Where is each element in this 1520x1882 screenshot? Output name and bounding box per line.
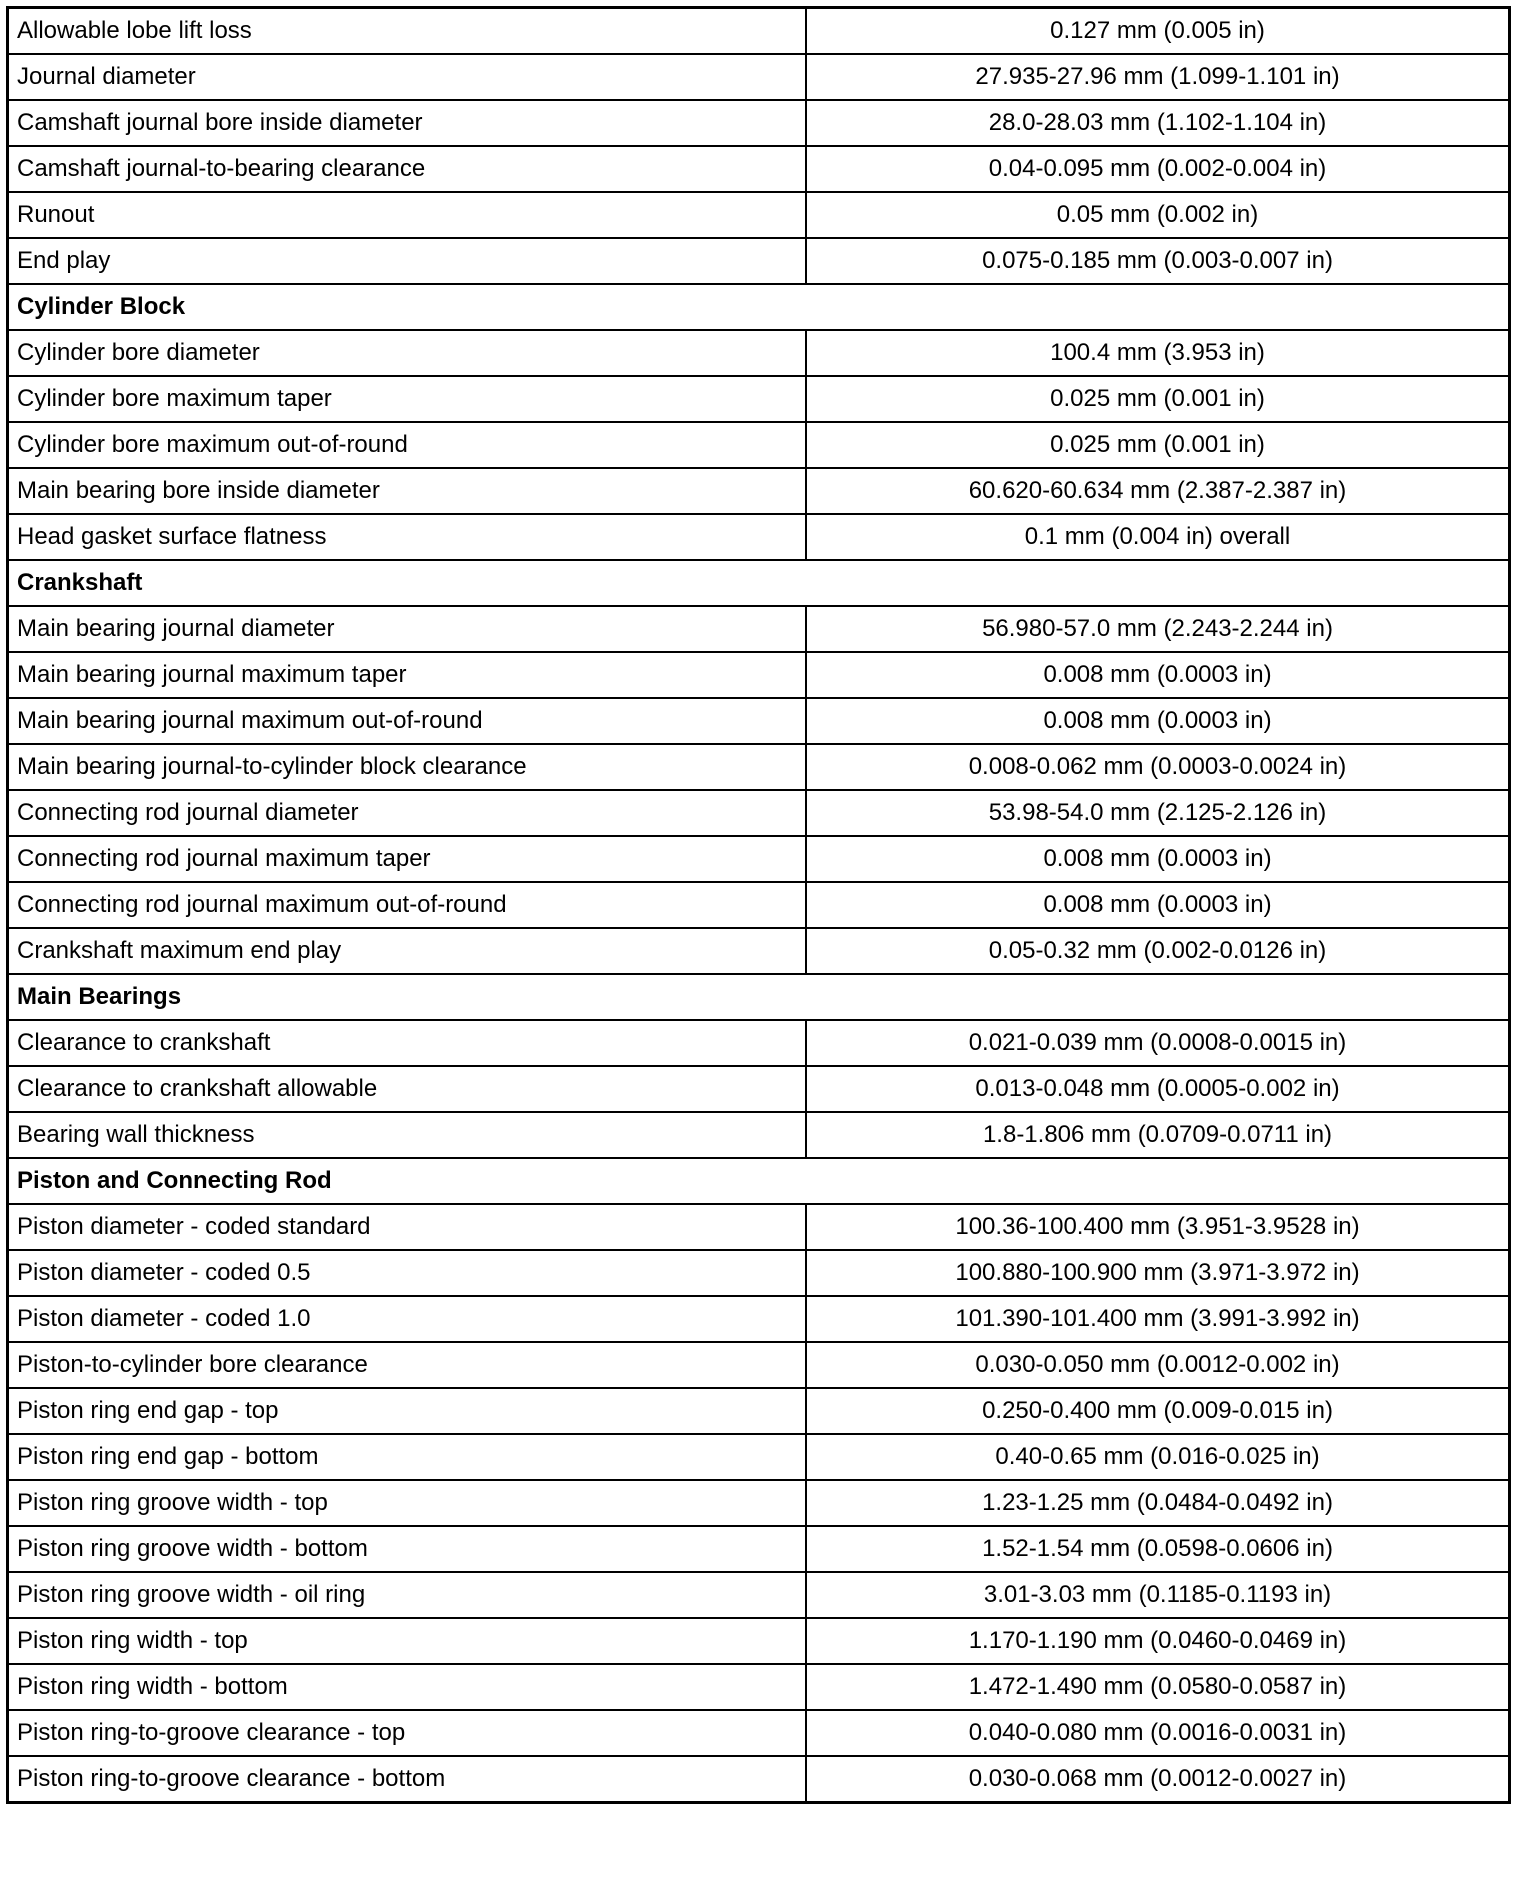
spec-label: Piston ring groove width - oil ring: [8, 1572, 807, 1618]
spec-value: 0.025 mm (0.001 in): [806, 422, 1510, 468]
table-row: [8, 1020, 1510, 1066]
spec-value: 0.008 mm (0.0003 in): [806, 698, 1510, 744]
section-title: Main Bearings: [8, 974, 1510, 1020]
table-row: [8, 1066, 1510, 1112]
spec-value: 0.040-0.080 mm (0.0016-0.0031 in): [806, 1710, 1510, 1756]
spec-value: 0.008 mm (0.0003 in): [806, 836, 1510, 882]
table-row: [8, 330, 1510, 376]
spec-value: 100.880-100.900 mm (3.971-3.972 in): [806, 1250, 1510, 1296]
spec-value: 56.980-57.0 mm (2.243-2.244 in): [806, 606, 1510, 652]
spec-value: 27.935-27.96 mm (1.099-1.101 in): [806, 54, 1510, 100]
spec-label: Clearance to crankshaft allowable: [8, 1066, 807, 1112]
spec-label: Crankshaft maximum end play: [8, 928, 807, 974]
spec-value: 100.36-100.400 mm (3.951-3.9528 in): [806, 1204, 1510, 1250]
table-row: [8, 652, 1510, 698]
spec-label: Main bearing journal diameter: [8, 606, 807, 652]
spec-label: Piston ring-to-groove clearance - bottom: [8, 1756, 807, 1803]
spec-value: 1.8-1.806 mm (0.0709-0.0711 in): [806, 1112, 1510, 1158]
spec-label: Main bearing journal maximum taper: [8, 652, 807, 698]
spec-label: Cylinder bore diameter: [8, 330, 807, 376]
spec-label: Piston diameter - coded 0.5: [8, 1250, 807, 1296]
section-title: Crankshaft: [8, 560, 1510, 606]
spec-value: 101.390-101.400 mm (3.991-3.992 in): [806, 1296, 1510, 1342]
section-header-row: [8, 284, 1510, 330]
spec-value: 0.04-0.095 mm (0.002-0.004 in): [806, 146, 1510, 192]
section-title: Cylinder Block: [8, 284, 1510, 330]
section-header-row: [8, 974, 1510, 1020]
spec-label: Piston ring end gap - bottom: [8, 1434, 807, 1480]
spec-label: Piston ring-to-groove clearance - top: [8, 1710, 807, 1756]
table-row: [8, 698, 1510, 744]
spec-label: Connecting rod journal maximum out-of-round: [8, 882, 807, 928]
spec-label: Bearing wall thickness: [8, 1112, 807, 1158]
table-row: [8, 192, 1510, 238]
table-row: [8, 1756, 1510, 1803]
section-header-row: [8, 1158, 1510, 1204]
spec-value: 1.52-1.54 mm (0.0598-0.0606 in): [806, 1526, 1510, 1572]
spec-value: 3.01-3.03 mm (0.1185-0.1193 in): [806, 1572, 1510, 1618]
table-row: [8, 928, 1510, 974]
spec-label: Piston-to-cylinder bore clearance: [8, 1342, 807, 1388]
table-row: [8, 1388, 1510, 1434]
table-row: [8, 1296, 1510, 1342]
spec-value: 100.4 mm (3.953 in): [806, 330, 1510, 376]
table-row: [8, 1204, 1510, 1250]
spec-value: 0.075-0.185 mm (0.003-0.007 in): [806, 238, 1510, 284]
spec-value: 0.008 mm (0.0003 in): [806, 882, 1510, 928]
table-row: [8, 606, 1510, 652]
table-row: [8, 8, 1510, 55]
spec-value: 0.05 mm (0.002 in): [806, 192, 1510, 238]
spec-label: Camshaft journal-to-bearing clearance: [8, 146, 807, 192]
table-row: [8, 514, 1510, 560]
spec-value: 0.030-0.068 mm (0.0012-0.0027 in): [806, 1756, 1510, 1803]
spec-value: 1.472-1.490 mm (0.0580-0.0587 in): [806, 1664, 1510, 1710]
spec-label: Piston ring groove width - top: [8, 1480, 807, 1526]
spec-label: Journal diameter: [8, 54, 807, 100]
spec-value: 0.008 mm (0.0003 in): [806, 652, 1510, 698]
spec-value: 0.1 mm (0.004 in) overall: [806, 514, 1510, 560]
spec-label: Cylinder bore maximum out-of-round: [8, 422, 807, 468]
spec-label: Piston ring groove width - bottom: [8, 1526, 807, 1572]
spec-label: Main bearing bore inside diameter: [8, 468, 807, 514]
spec-value: 53.98-54.0 mm (2.125-2.126 in): [806, 790, 1510, 836]
spec-value: 0.127 mm (0.005 in): [806, 8, 1510, 55]
table-row: [8, 376, 1510, 422]
table-row: [8, 1342, 1510, 1388]
spec-label: Main bearing journal maximum out-of-round: [8, 698, 807, 744]
table-row: [8, 100, 1510, 146]
spec-label: Clearance to crankshaft: [8, 1020, 807, 1066]
table-row: [8, 1526, 1510, 1572]
spec-label: Piston ring width - bottom: [8, 1664, 807, 1710]
spec-label: Main bearing journal-to-cylinder block clearance: [8, 744, 807, 790]
table-row: [8, 1710, 1510, 1756]
section-title: Piston and Connecting Rod: [8, 1158, 1510, 1204]
spec-value: 0.025 mm (0.001 in): [806, 376, 1510, 422]
table-row: [8, 146, 1510, 192]
spec-value: 0.05-0.32 mm (0.002-0.0126 in): [806, 928, 1510, 974]
spec-label: Piston diameter - coded 1.0: [8, 1296, 807, 1342]
spec-value: 0.021-0.039 mm (0.0008-0.0015 in): [806, 1020, 1510, 1066]
spec-label: Piston ring width - top: [8, 1618, 807, 1664]
table-row: [8, 1618, 1510, 1664]
spec-value: 28.0-28.03 mm (1.102-1.104 in): [806, 100, 1510, 146]
spec-label: Camshaft journal bore inside diameter: [8, 100, 807, 146]
table-row: [8, 1434, 1510, 1480]
spec-value: 60.620-60.634 mm (2.387-2.387 in): [806, 468, 1510, 514]
spec-value: 1.23-1.25 mm (0.0484-0.0492 in): [806, 1480, 1510, 1526]
table-row: [8, 790, 1510, 836]
spec-label: Connecting rod journal maximum taper: [8, 836, 807, 882]
table-row: [8, 836, 1510, 882]
spec-label: Head gasket surface flatness: [8, 514, 807, 560]
engine-specifications-table: [6, 6, 1511, 1804]
spec-value: 1.170-1.190 mm (0.0460-0.0469 in): [806, 1618, 1510, 1664]
spec-value: 0.40-0.65 mm (0.016-0.025 in): [806, 1434, 1510, 1480]
table-row: [8, 744, 1510, 790]
table-row: [8, 422, 1510, 468]
table-row: [8, 1572, 1510, 1618]
spec-label: Piston ring end gap - top: [8, 1388, 807, 1434]
section-header-row: [8, 560, 1510, 606]
spec-label: Connecting rod journal diameter: [8, 790, 807, 836]
spec-label: Runout: [8, 192, 807, 238]
spec-label: End play: [8, 238, 807, 284]
spec-table-body: [8, 8, 1510, 1803]
table-row: [8, 54, 1510, 100]
spec-label: Cylinder bore maximum taper: [8, 376, 807, 422]
table-row: [8, 1112, 1510, 1158]
spec-value: 0.008-0.062 mm (0.0003-0.0024 in): [806, 744, 1510, 790]
table-row: [8, 882, 1510, 928]
spec-value: 0.250-0.400 mm (0.009-0.015 in): [806, 1388, 1510, 1434]
table-row: [8, 1250, 1510, 1296]
spec-value: 0.013-0.048 mm (0.0005-0.002 in): [806, 1066, 1510, 1112]
table-row: [8, 1664, 1510, 1710]
table-row: [8, 468, 1510, 514]
spec-label: Allowable lobe lift loss: [8, 8, 807, 55]
spec-value: 0.030-0.050 mm (0.0012-0.002 in): [806, 1342, 1510, 1388]
table-row: [8, 238, 1510, 284]
spec-label: Piston diameter - coded standard: [8, 1204, 807, 1250]
table-row: [8, 1480, 1510, 1526]
